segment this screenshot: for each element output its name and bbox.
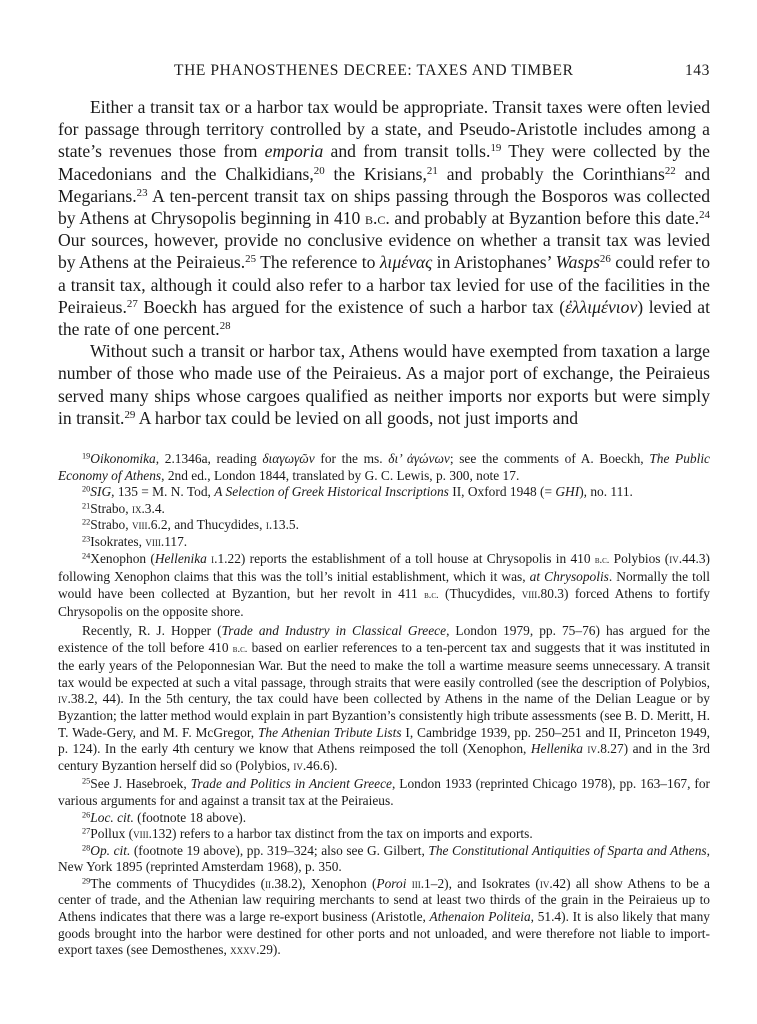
running-title: THE PHANOSTHENES DECREE: TAXES AND TIMBER <box>174 62 574 79</box>
footnote-19: $^{19}$Oikonomika, 2.1346a, reading διαγωγῶν for the ms. δι’ ἀγώνων; see the comments of A. Boeckh, The Public Economy of Athens, 2nd ed., London 1844, translated by G. C. Lewis, p. 300, note 17. <box>58 451 711 483</box>
footnotes <box>58 451 710 959</box>
running-head <box>58 56 710 82</box>
footnote-21: $^{21}$Strabo, ix.3.4. <box>82 500 165 516</box>
footnote-ref-29[interactable]: 29 <box>124 408 136 421</box>
page-number: 143 <box>684 62 710 79</box>
footnote-26: $^{26}$Loc. cit. (footnote 18 above). <box>82 809 247 825</box>
era-abbrev: b.c. <box>364 208 390 229</box>
body-text <box>58 96 710 429</box>
footnote-28: $^{28}$Op. cit. (footnote 19 above), pp. 319–324; also see G. Gilbert, The Constitutional Antiquities of Sparta and Athens, New York 1895 (reprinted Amsterdam 1968), p. 350. <box>58 842 710 875</box>
body-paragraph-1: Either a transit tax or a harbor tax would be appropriate. Transit taxes were often levied for passage through territory controlled by a state, and Pseudo-Aristotle includes among a state’s revenues those from emporia and from transit tolls.$^{19}$ They were collected by the Macedonians and the Chalkidians,$^{20}$ the Krisians,$^{21}$ and probably the Corinthians$^{22}$ and Megarians.$^{23}$ A ten-percent transit tax on ships passing through the Bosporos was collected by Athens at Chrysopolis beginning in 410 b.c. and probably at Byzantion before this date.$^{24}$ Our sources, however, provide no conclusive evidence on whether a transit tax was levied by Athens at the Peiraieus.$^{25}$ The reference to λιμένας in Aristophanes’ Wasps$^{26}$ could refer to a transit tax, although it could also refer to a harbor tax levied for use of the facilities in the Peiraieus.$^{27}$ Boeckh has argued for the existence of such a harbor tax (ἐλλιμένιον) levied at the rate of one percent.$^{28}$ <box>58 97 710 340</box>
greek-word: ἐλλιμένιον <box>565 296 638 317</box>
footnote-22: $^{22}$Strabo, viii.6.2, and Thucydides, i.13.5. <box>82 517 299 533</box>
footnote-ref-24[interactable]: 24 <box>699 209 710 222</box>
footnote-ref-28[interactable]: 28 <box>219 320 231 333</box>
footnote-ref-25[interactable]: 25 <box>245 253 257 266</box>
footnote-ref-20[interactable]: 20 <box>313 164 325 177</box>
footnote-24-continued: Recently, R. J. Hopper (Trade and Industry in Classical Greece, London 1979, pp. 75–76) has argued for the existence of the toll before 410 b.c. based on earlier references to a ten-percent tax and suggests that it was instituted in the early years of the Peloponnesian War. But the need to make the toll a wartime measure seems unnecessary. A transit tax would be expected at such a vital passage, through straits that were easily controlled (see the description of Polybios, iv.38.2, 44). In the 5th century, the tax could have been collected by Athens in the name of the Delian League or by Byzantion; the latter method would explain in part Byzantion’s consistently high tribute assessments (see B. D. Meritt, H. T. Wade-Gery, and M. F. McGregor, The Athenian Tribute Lists I, Cambridge 1939, pp. 250–251 and II, Princeton 1949, p. 124). In the early 4th century we know that Athens reimposed the toll (Xenophon, Hellenika iv.8.27) and in the 3rd century Byzantion herself did so (Polybios, iv.46.6). <box>58 622 710 773</box>
footnote-29: $^{29}$The comments of Thucydides (ii.38.2), Xenophon (Poroi iii.1–2), and Isokrates (iv.42) all show Athens to be a center of trade, and the Athenian law requiring merchants to send at least two thirds of the grain in the Peiraieus up to Athens indicates that there was a large re-export business (Aristotle, Athenaion Politeia, 51.4). It is also likely that many goods brought into the harbor were destined for other ports and not unloaded, and were therefore not liable to import-export taxes (see Demosthenes, xxxv.29). <box>58 875 710 958</box>
footnote-ref-23[interactable]: 23 <box>136 186 148 199</box>
footnote-ref-22[interactable]: 22 <box>664 164 676 177</box>
book-page <box>58 56 710 959</box>
footnote-25: $^{25}$See J. Hasebroek, Trade and Politics in Ancient Greece, London 1933 (reprinted Chicago 1978), pp. 163–167, for various arguments for and against a transit tax at the Peiraieus. <box>58 776 711 808</box>
footnote-ref-19[interactable]: 19 <box>490 142 502 155</box>
footnote-24: $^{24}$Xenophon (Hellenika i.1.22) reports the establishment of a toll house at Chrysopolis in 410 b.c. Polybios (iv.44.3) following Xenophon claims that this was the toll’s initial establishment, which it was, at Chrysopolis. Normally the toll would have been collected at Byzantion, but her revolt in 411 b.c. (Thucydides, viii.80.3) forced Athens to fortify Chrysopolis on the opposite shore. <box>58 550 710 620</box>
footnote-27: $^{27}$Pollux (viii.132) refers to a harbor tax distinct from the tax on imports and exports. <box>82 826 533 842</box>
footnote-ref-21[interactable]: 21 <box>426 164 438 177</box>
greek-word: λιμένας <box>379 252 433 273</box>
body-paragraph-2: Without such a transit or harbor tax, Athens would have exempted from taxation a large number of those who made use of the Peiraieus. As a major port of exchange, the Peiraieus served many ships whose cargoes qualified as neither imports nor exports but were simply in transit.$^{29}$ A harbor tax could be levied on all goods, not just imports and <box>58 341 710 428</box>
footnote-20: $^{20}$SIG, 135 = M. N. Tod, A Selection of Greek Historical Inscriptions II, Oxford 1948 (= GHI), no. 111. <box>82 484 633 500</box>
footnote-ref-26[interactable]: 26 <box>599 253 611 266</box>
footnote-23: $^{23}$Isokrates, viii.117. <box>82 534 188 550</box>
footnote-ref-27[interactable]: 27 <box>126 297 138 310</box>
